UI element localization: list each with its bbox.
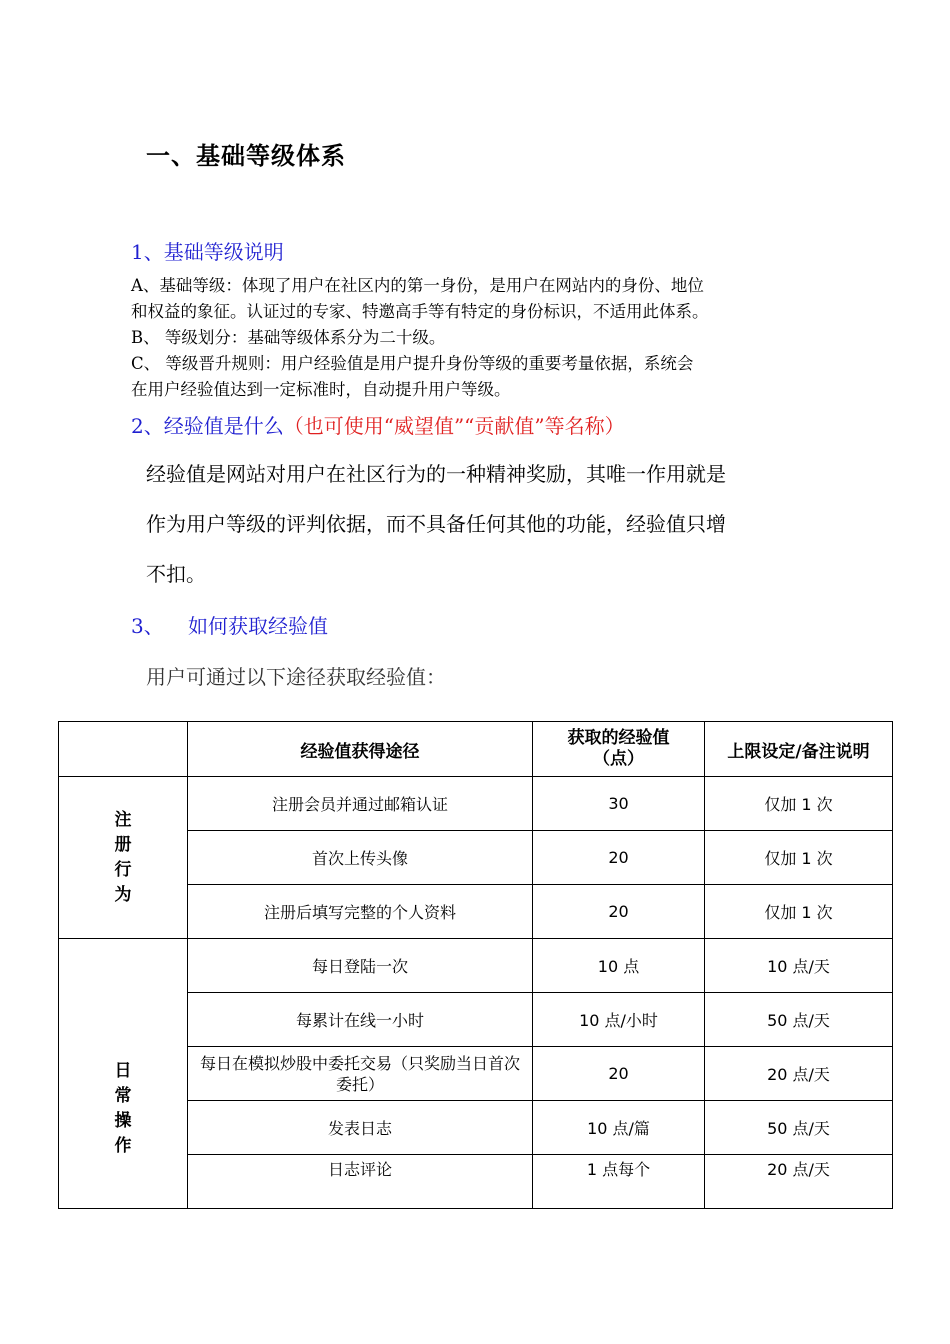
points-cell: 20 xyxy=(533,1047,705,1101)
section-1-line: 在用户经验值达到一定标准时，自动提升用户等级。 xyxy=(131,380,511,399)
section-1-title: 1、基础等级说明 xyxy=(131,240,284,264)
category-char: 日 xyxy=(114,1060,132,1081)
header-note: 上限设定/备注说明 xyxy=(705,722,893,777)
section-1-body xyxy=(131,273,709,403)
category-char: 作 xyxy=(114,1135,132,1156)
section-2-title-note: （也可使用“威望值”“贡献值”等名称） xyxy=(283,414,625,438)
section-3-intro: 用户可通过以下途径获取经验值： xyxy=(146,665,446,689)
method-cell: 每日在模拟炒股中委托交易（只奖励当日首次委托） xyxy=(188,1047,533,1101)
header-points-line-1: 获取的经验值 xyxy=(567,728,670,748)
table-header-row xyxy=(59,722,893,777)
section-2-line: 作为用户等级的评判依据，而不具备任何其他的功能，经验值只增 xyxy=(146,512,726,536)
section-2-body xyxy=(146,449,726,599)
category-char: 行 xyxy=(114,859,132,880)
method-cell: 日志评论 xyxy=(188,1155,533,1209)
category-daily xyxy=(59,939,188,1209)
method-cell: 每日登陆一次 xyxy=(188,939,533,993)
section-1-line: A、基础等级：体现了用户在社区内的第一身份，是用户在网站内的身份、地位 xyxy=(131,276,704,295)
points-cell: 10 点/小时 xyxy=(533,993,705,1047)
header-points-line-2: （点） xyxy=(593,749,644,769)
category-char: 操 xyxy=(114,1110,132,1131)
note-cell: 仅加 1 次 xyxy=(705,885,893,939)
section-3-title: 如何获取经验值 xyxy=(188,614,328,638)
points-cell: 30 xyxy=(533,777,705,831)
note-cell: 20 点/天 xyxy=(705,1155,893,1209)
method-cell: 注册后填写完整的个人资料 xyxy=(188,885,533,939)
category-char: 常 xyxy=(114,1085,132,1106)
table-row xyxy=(59,939,893,993)
experience-table xyxy=(58,721,893,1209)
section-3-title-number: 3、 xyxy=(131,614,164,638)
category-register xyxy=(59,777,188,939)
points-cell: 1 点每个 xyxy=(533,1155,705,1209)
section-1-line: 和权益的象征。认证过的专家、特邀高手等有特定的身份标识，不适用此体系。 xyxy=(131,302,709,321)
note-cell: 50 点/天 xyxy=(705,993,893,1047)
section-2-title xyxy=(131,410,625,439)
points-cell: 20 xyxy=(533,885,705,939)
section-1-line: B、 等级划分：基础等级体系分为二十级。 xyxy=(131,328,446,347)
section-2-line: 不扣。 xyxy=(146,562,206,586)
points-cell: 10 点/篇 xyxy=(533,1101,705,1155)
note-cell: 20 点/天 xyxy=(705,1047,893,1101)
note-cell: 50 点/天 xyxy=(705,1101,893,1155)
table-row xyxy=(59,777,893,831)
section-2-title-main: 2、经验值是什么 xyxy=(131,414,284,438)
category-char: 注 xyxy=(114,809,132,830)
page-heading: 一、基础等级体系 xyxy=(146,142,346,170)
header-method: 经验值获得途径 xyxy=(188,722,533,777)
section-1-line: C、 等级晋升规则：用户经验值是用户提升身份等级的重要考量依据，系统会 xyxy=(131,354,694,373)
header-points xyxy=(533,722,705,777)
points-cell: 20 xyxy=(533,831,705,885)
note-cell: 仅加 1 次 xyxy=(705,777,893,831)
category-char: 册 xyxy=(114,834,132,855)
method-cell: 每累计在线一小时 xyxy=(188,993,533,1047)
note-cell: 10 点/天 xyxy=(705,939,893,993)
points-cell: 10 点 xyxy=(533,939,705,993)
category-char: 为 xyxy=(114,884,132,905)
header-empty-cell xyxy=(59,722,188,777)
section-2-line: 经验值是网站对用户在社区行为的一种精神奖励，其唯一作用就是 xyxy=(146,462,726,486)
method-cell: 注册会员并通过邮箱认证 xyxy=(188,777,533,831)
method-cell: 首次上传头像 xyxy=(188,831,533,885)
note-cell: 仅加 1 次 xyxy=(705,831,893,885)
method-cell: 发表日志 xyxy=(188,1101,533,1155)
